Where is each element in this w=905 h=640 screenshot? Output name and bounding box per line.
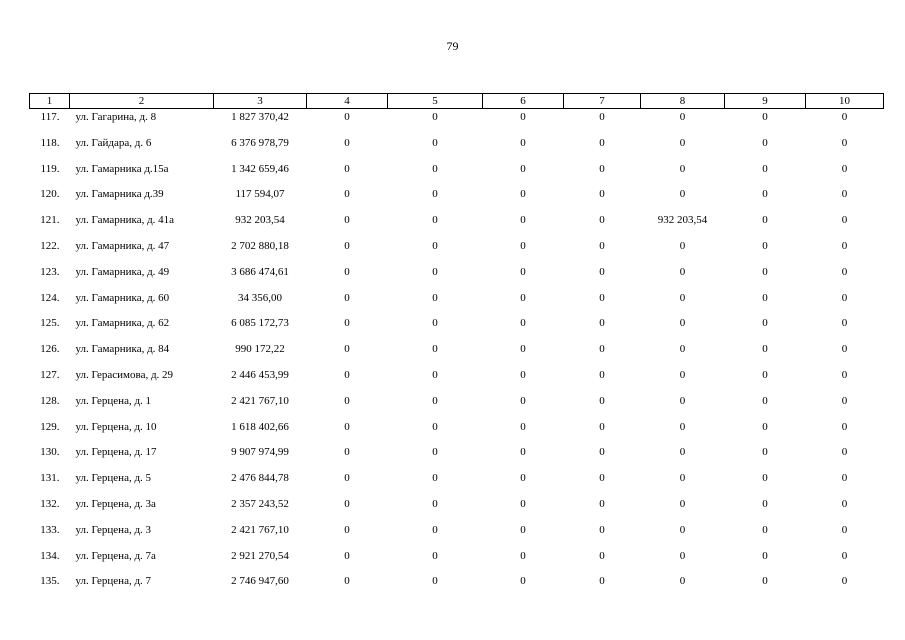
row-number-cell: 124. (40, 291, 60, 304)
value-cell-col-5: 0 (432, 420, 438, 433)
value-cell-col-5: 0 (432, 291, 438, 304)
value-cell-col-6: 0 (520, 446, 526, 459)
address-cell: ул. Герасимова, д. 29 (75, 368, 174, 381)
value-cell-col-10: 0 (841, 343, 848, 356)
row-number-cell: 130. (40, 446, 60, 459)
value-cell-col-6: 0 (520, 472, 526, 485)
value-cell-col-8: 0 (679, 188, 686, 201)
value-cell-col-8: 932 203,54 (657, 214, 708, 227)
value-cell-col-4: 0 (344, 136, 350, 149)
amount-cell: 2 421 767,10 (231, 394, 289, 407)
value-cell-col-8: 0 (679, 368, 686, 381)
table-row (30, 470, 884, 496)
value-cell-col-7: 0 (599, 239, 605, 252)
value-cell-col-5: 0 (432, 394, 438, 407)
value-cell-col-10: 0 (841, 188, 848, 201)
value-cell-col-7: 0 (599, 472, 605, 485)
table-row (30, 367, 884, 393)
column-header-4: 4 (307, 94, 388, 109)
row-number-cell: 132. (40, 497, 60, 510)
value-cell-col-6: 0 (520, 575, 526, 588)
address-cell: ул. Герцена, д. 7а (75, 549, 156, 562)
table-row (30, 238, 884, 264)
value-cell-col-8: 0 (679, 343, 686, 356)
value-cell-col-10: 0 (841, 497, 848, 510)
row-number-cell: 128. (40, 394, 60, 407)
value-cell-col-5: 0 (432, 343, 438, 356)
value-cell-col-10: 0 (841, 291, 848, 304)
value-cell-col-8: 0 (679, 420, 686, 433)
value-cell-col-9: 0 (762, 472, 768, 485)
value-cell-col-9: 0 (762, 343, 768, 356)
value-cell-col-7: 0 (599, 497, 605, 510)
amount-cell: 1 618 402,66 (231, 420, 289, 433)
value-cell-col-9: 0 (762, 497, 768, 510)
value-cell-col-9: 0 (762, 188, 768, 201)
address-cell: ул. Герцена, д. 1 (75, 394, 152, 407)
value-cell-col-8: 0 (679, 497, 686, 510)
value-cell-col-9: 0 (762, 549, 768, 562)
row-number-cell: 119. (40, 162, 60, 175)
value-cell-col-7: 0 (599, 394, 605, 407)
value-cell-col-4: 0 (344, 214, 350, 227)
table-row (30, 315, 884, 341)
column-header-3: 3 (214, 94, 307, 109)
value-cell-col-6: 0 (520, 136, 526, 149)
value-cell-col-8: 0 (679, 136, 686, 149)
value-cell-col-6: 0 (520, 291, 526, 304)
value-cell-col-6: 0 (520, 420, 526, 433)
value-cell-col-7: 0 (599, 368, 605, 381)
value-cell-col-4: 0 (344, 343, 350, 356)
value-cell-col-7: 0 (599, 523, 605, 536)
value-cell-col-6: 0 (520, 162, 526, 175)
value-cell-col-10: 0 (841, 111, 848, 123)
column-header-10: 10 (806, 94, 884, 109)
value-cell-col-4: 0 (344, 188, 350, 201)
value-cell-col-7: 0 (599, 291, 605, 304)
value-cell-col-4: 0 (344, 265, 350, 278)
address-cell: ул. Гамарника, д. 47 (75, 239, 170, 252)
value-cell-col-8: 0 (679, 291, 686, 304)
amount-cell: 2 921 270,54 (231, 549, 289, 562)
value-cell-col-7: 0 (599, 162, 605, 175)
column-header-8: 8 (641, 94, 725, 109)
value-cell-col-4: 0 (344, 239, 350, 252)
value-cell-col-5: 0 (432, 575, 438, 588)
row-number-cell: 127. (40, 368, 60, 381)
value-cell-col-9: 0 (762, 265, 768, 278)
value-cell-col-10: 0 (841, 575, 848, 588)
row-number-cell: 123. (40, 265, 60, 278)
address-cell: ул. Гайдара, д. 6 (75, 136, 152, 149)
value-cell-col-9: 0 (762, 291, 768, 304)
row-number-cell: 125. (40, 317, 60, 330)
value-cell-col-6: 0 (520, 368, 526, 381)
value-cell-col-8: 0 (679, 317, 686, 330)
value-cell-col-7: 0 (599, 136, 605, 149)
amount-cell: 2 746 947,60 (231, 575, 289, 588)
value-cell-col-6: 0 (520, 188, 526, 201)
column-header-2: 2 (70, 94, 214, 109)
amount-cell: 1 342 659,46 (231, 162, 289, 175)
value-cell-col-6: 0 (520, 265, 526, 278)
address-cell: ул. Гамарника, д. 41а (75, 214, 175, 227)
table-row (30, 419, 884, 445)
amount-cell: 2 421 767,10 (231, 523, 289, 536)
address-cell: ул. Гамарника д.39 (75, 188, 164, 201)
address-cell: ул. Гамарника, д. 62 (75, 317, 170, 330)
amount-cell: 2 446 453,99 (231, 368, 289, 381)
table-row (30, 444, 884, 470)
value-cell-col-8: 0 (679, 549, 686, 562)
value-cell-col-7: 0 (599, 420, 605, 433)
table-row (30, 135, 884, 161)
amount-cell: 990 172,22 (235, 343, 285, 356)
address-cell: ул. Герцена, д. 3 (75, 523, 152, 536)
value-cell-col-8: 0 (679, 162, 686, 175)
value-cell-col-10: 0 (841, 214, 848, 227)
row-number-cell: 131. (40, 472, 60, 485)
value-cell-col-10: 0 (841, 523, 848, 536)
value-cell-col-5: 0 (432, 214, 438, 227)
value-cell-col-5: 0 (432, 239, 438, 252)
row-number-cell: 133. (40, 523, 60, 536)
value-cell-col-4: 0 (344, 523, 350, 536)
value-cell-col-6: 0 (520, 549, 526, 562)
amount-cell: 117 594,07 (235, 188, 285, 201)
value-cell-col-5: 0 (432, 111, 438, 123)
address-cell: ул. Герцена, д. 7 (75, 575, 152, 588)
value-cell-col-4: 0 (344, 111, 350, 123)
value-cell-col-5: 0 (432, 523, 438, 536)
address-cell: ул. Герцена, д. 10 (75, 420, 157, 433)
amount-cell: 1 827 370,42 (231, 111, 289, 123)
value-cell-col-9: 0 (762, 523, 768, 536)
value-cell-col-6: 0 (520, 214, 526, 227)
value-cell-col-9: 0 (762, 368, 768, 381)
row-number-cell: 122. (40, 239, 60, 252)
value-cell-col-7: 0 (599, 446, 605, 459)
value-cell-col-7: 0 (599, 317, 605, 330)
amount-cell: 2 357 243,52 (231, 497, 289, 510)
value-cell-col-5: 0 (432, 549, 438, 562)
column-header-7: 7 (564, 94, 641, 109)
amount-cell: 6 085 172,73 (231, 317, 289, 330)
value-cell-col-10: 0 (841, 265, 848, 278)
amount-cell: 6 376 978,79 (231, 136, 289, 149)
address-cell: ул. Гамарника, д. 60 (75, 291, 170, 304)
row-number-cell: 129. (40, 420, 60, 433)
table-row (30, 496, 884, 522)
value-cell-col-9: 0 (762, 239, 768, 252)
address-cell: ул. Герцена, д. 17 (75, 446, 157, 459)
value-cell-col-4: 0 (344, 549, 350, 562)
value-cell-col-4: 0 (344, 420, 350, 433)
column-header-6: 6 (483, 94, 564, 109)
value-cell-col-6: 0 (520, 111, 526, 123)
value-cell-col-9: 0 (762, 575, 768, 588)
amount-cell: 3 686 474,61 (231, 265, 289, 278)
value-cell-col-4: 0 (344, 446, 350, 459)
value-cell-col-4: 0 (344, 472, 350, 485)
value-cell-col-5: 0 (432, 317, 438, 330)
value-cell-col-4: 0 (344, 575, 350, 588)
value-cell-col-8: 0 (679, 394, 686, 407)
value-cell-col-10: 0 (841, 446, 848, 459)
value-cell-col-7: 0 (599, 265, 605, 278)
value-cell-col-5: 0 (432, 472, 438, 485)
value-cell-col-8: 0 (679, 575, 686, 588)
table-body (30, 109, 884, 600)
value-cell-col-7: 0 (599, 111, 605, 123)
value-cell-col-9: 0 (762, 214, 768, 227)
column-header-1: 1 (30, 94, 70, 109)
amount-cell: 2 476 844,78 (231, 472, 289, 485)
value-cell-col-5: 0 (432, 265, 438, 278)
row-number-cell: 118. (40, 136, 60, 149)
value-cell-col-8: 0 (679, 472, 686, 485)
table-row (30, 548, 884, 574)
value-cell-col-9: 0 (762, 420, 768, 433)
value-cell-col-6: 0 (520, 523, 526, 536)
value-cell-col-4: 0 (344, 291, 350, 304)
value-cell-col-8: 0 (679, 111, 686, 123)
value-cell-col-5: 0 (432, 136, 438, 149)
value-cell-col-6: 0 (520, 343, 526, 356)
amount-cell: 9 907 974,99 (231, 446, 289, 459)
address-cell: ул. Гамарника, д. 49 (75, 265, 170, 278)
row-number-cell: 126. (40, 343, 60, 356)
value-cell-col-9: 0 (762, 394, 768, 407)
value-cell-col-7: 0 (599, 575, 605, 588)
value-cell-col-8: 0 (679, 239, 686, 252)
value-cell-col-10: 0 (841, 317, 848, 330)
amount-cell: 932 203,54 (235, 214, 285, 227)
row-number-cell: 117. (40, 111, 60, 123)
value-cell-col-7: 0 (599, 343, 605, 356)
value-cell-col-5: 0 (432, 446, 438, 459)
value-cell-col-7: 0 (599, 188, 605, 201)
address-cell: ул. Герцена, д. 3а (75, 497, 156, 510)
table-row (30, 290, 884, 316)
address-cell: ул. Герцена, д. 5 (75, 472, 152, 485)
table-row (30, 212, 884, 238)
table-row (30, 573, 884, 599)
value-cell-col-4: 0 (344, 394, 350, 407)
value-cell-col-7: 0 (599, 214, 605, 227)
value-cell-col-9: 0 (762, 162, 768, 175)
amount-cell: 34 356,00 (238, 291, 282, 304)
value-cell-col-9: 0 (762, 136, 768, 149)
value-cell-col-6: 0 (520, 317, 526, 330)
value-cell-col-9: 0 (762, 446, 768, 459)
value-cell-col-5: 0 (432, 188, 438, 201)
value-cell-col-10: 0 (841, 239, 848, 252)
value-cell-col-8: 0 (679, 446, 686, 459)
value-cell-col-6: 0 (520, 239, 526, 252)
data-table (29, 93, 884, 599)
table-row (30, 522, 884, 548)
value-cell-col-4: 0 (344, 162, 350, 175)
value-cell-col-5: 0 (432, 497, 438, 510)
value-cell-col-6: 0 (520, 497, 526, 510)
value-cell-col-5: 0 (432, 368, 438, 381)
value-cell-col-10: 0 (841, 472, 848, 485)
table-row (30, 161, 884, 187)
value-cell-col-4: 0 (344, 317, 350, 330)
table-row (30, 186, 884, 212)
value-cell-col-8: 0 (679, 265, 686, 278)
value-cell-col-10: 0 (841, 368, 848, 381)
table-row (30, 264, 884, 290)
value-cell-col-4: 0 (344, 497, 350, 510)
address-cell: ул. Гагарина, д. 8 (75, 111, 157, 123)
value-cell-col-7: 0 (599, 549, 605, 562)
table-row (30, 109, 884, 135)
value-cell-col-6: 0 (520, 394, 526, 407)
table-row (30, 393, 884, 419)
value-cell-col-10: 0 (841, 420, 848, 433)
row-number-cell: 120. (40, 188, 60, 201)
value-cell-col-8: 0 (679, 523, 686, 536)
value-cell-col-9: 0 (762, 111, 768, 123)
address-cell: ул. Гамарника д.15а (75, 162, 169, 175)
column-header-5: 5 (388, 94, 483, 109)
value-cell-col-5: 0 (432, 162, 438, 175)
amount-cell: 2 702 880,18 (231, 239, 289, 252)
value-cell-col-10: 0 (841, 136, 848, 149)
value-cell-col-10: 0 (841, 394, 848, 407)
value-cell-col-10: 0 (841, 162, 848, 175)
address-cell: ул. Гамарника, д. 84 (75, 343, 170, 356)
value-cell-col-4: 0 (344, 368, 350, 381)
row-number-cell: 121. (40, 214, 60, 227)
row-number-cell: 135. (40, 575, 60, 588)
header-row (30, 94, 884, 109)
value-cell-col-9: 0 (762, 317, 768, 330)
row-number-cell: 134. (40, 549, 60, 562)
value-cell-col-10: 0 (841, 549, 848, 562)
table-row (30, 341, 884, 367)
column-header-9: 9 (725, 94, 806, 109)
page-number: 79 (446, 39, 459, 53)
